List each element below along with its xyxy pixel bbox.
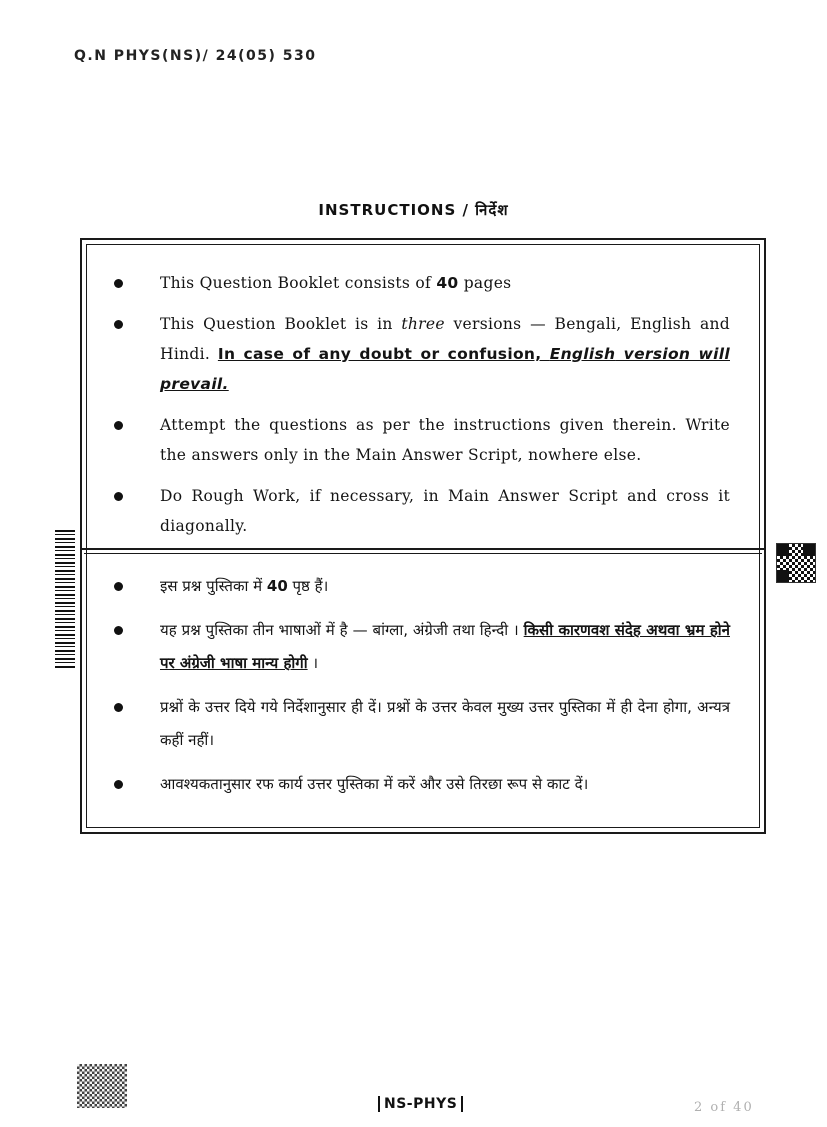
english-item-attempt [110, 410, 730, 470]
hindi-item-versions-end: । [307, 654, 319, 672]
english-item-pages-suffix: pages [458, 274, 512, 292]
hindi-item-pages-text: इस प्रश्न पुस्तिका में [160, 577, 267, 595]
hindi-item-versions [110, 614, 730, 680]
bullet-icon [114, 492, 123, 501]
hindi-item-pages-suffix: पृष्ठ हैं। [287, 577, 329, 595]
page-number: 2 of 40 [694, 1100, 754, 1115]
bullet-icon [114, 703, 123, 712]
english-item-rough-work [110, 481, 730, 541]
english-prevail-notice: In case of any doubt or confusion, English version will prevail. [160, 345, 730, 393]
english-instructions-list [110, 268, 730, 552]
subject-code-footer: NS-PHYS [378, 1096, 463, 1112]
bullet-icon [114, 279, 123, 288]
qr-code-image [776, 543, 816, 583]
hindi-item-rough-work [110, 768, 730, 801]
english-item-versions [110, 309, 730, 399]
bullet-icon [114, 320, 123, 329]
english-item-versions-languages: versions — Bengali, English and Hindi. [160, 315, 730, 363]
hindi-item-attempt-text: प्रश्नों के उत्तर दिये गये निर्देशानुसार ही दें। प्रश्नों के उत्तर केवल मुख्य उत्तर पुस्तिका में ही देना होगा, अन्यत्र कहीं नहीं। [160, 698, 730, 749]
bullet-icon [114, 582, 123, 591]
hindi-prevail-notice: किसी कारणवश संदेह अथवा भ्रम होने पर अंग्रेजी भाषा मान्य होगी [160, 621, 730, 672]
page-count: 40 [436, 274, 459, 292]
barcode-image [55, 530, 75, 670]
language-divider-inner [84, 553, 762, 554]
bullet-icon [114, 421, 123, 430]
hindi-instructions-list [110, 570, 730, 812]
question-code-header: Q.N PHYS(NS)/ 24(05) 530 [74, 48, 317, 64]
english-item-pages-text: This Question Booklet consists of [160, 274, 437, 292]
hindi-item-rough-work-text: आवश्यकतानुसार रफ कार्य उत्तर पुस्तिका में करें और उसे तिरछा रूप से काट दें। [160, 775, 589, 793]
hindi-page-count: 40 [266, 577, 288, 595]
hindi-item-pages [110, 570, 730, 603]
versions-count: three [401, 315, 445, 333]
hindi-item-attempt [110, 691, 730, 757]
english-item-attempt-text: Attempt the questions as per the instructions given therein. Write the answers only in the Main Answer Script, nowhere else. [160, 416, 730, 464]
scan-stamp-image [77, 1064, 127, 1108]
bullet-icon [114, 780, 123, 789]
hindi-item-versions-text: यह प्रश्न पुस्तिका तीन भाषाओं में है — बांग्ला, अंग्रेजी तथा हिन्दी । [160, 621, 524, 639]
english-item-pages [110, 268, 730, 298]
bullet-icon [114, 626, 123, 635]
english-item-rough-work-text: Do Rough Work, if necessary, in Main Answer Script and cross it diagonally. [160, 487, 730, 535]
instructions-title: INSTRUCTIONS / निर्देश [318, 201, 509, 219]
english-item-versions-text: This Question Booklet is in [160, 315, 402, 333]
